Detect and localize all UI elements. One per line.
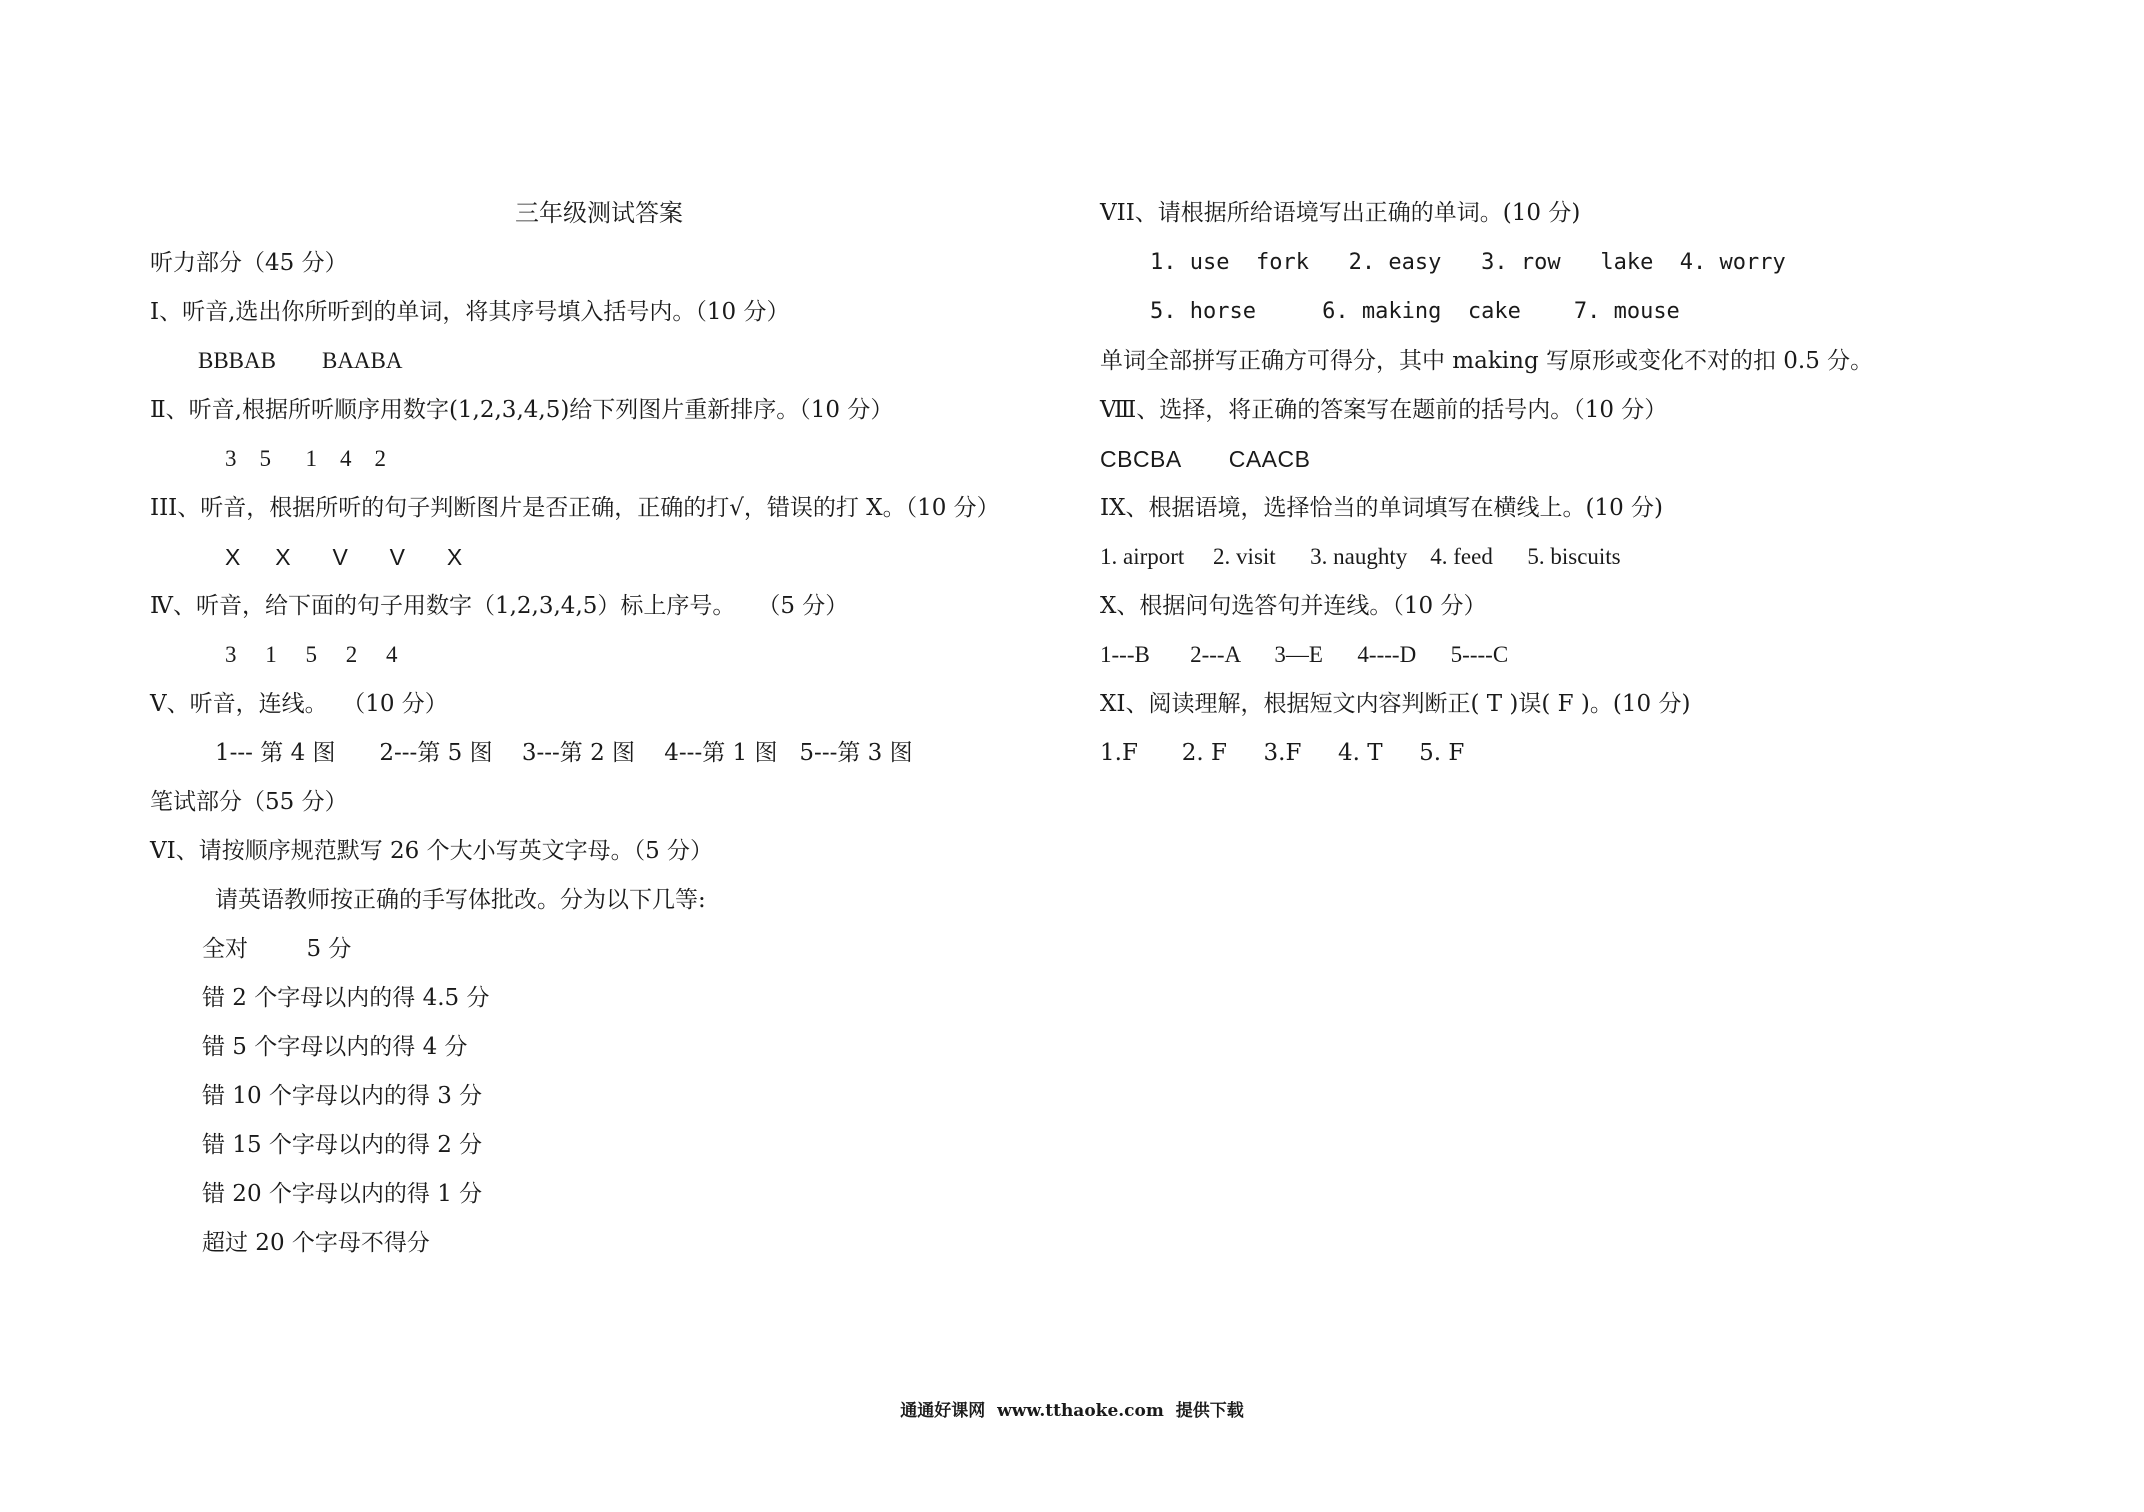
writing-header: 笔试部分（55 分） (150, 789, 348, 815)
section-7-answers-1: 1. use fork 2. easy 3. row lake 4. worry (1150, 250, 1786, 275)
section-10-answers: 1---B 2---A 3—E 4----D 5----C (1100, 642, 1509, 667)
section-10-title: Ⅹ、根据问句选答句并连线。（10 分） (1100, 593, 1487, 619)
grade-item: 错 5 个字母以内的得 4 分 (202, 1034, 468, 1060)
footer-source: 通通好课网 www.tthaoke.com 提供下载 (900, 1401, 1244, 1421)
section-11-title: XI、阅读理解，根据短文内容判断正( T )误( F )。(10 分) (1100, 691, 1691, 717)
grade-item: 错 10 个字母以内的得 3 分 (202, 1083, 483, 1109)
section-8-title: Ⅷ、选择，将正确的答案写在题前的括号内。（10 分） (1100, 397, 1668, 423)
section-7-title: VII、请根据所给语境写出正确的单词。(10 分) (1100, 200, 1581, 226)
section-1-answers: BBBAB BAABA (198, 348, 403, 373)
section-5-title: Ⅴ、听音，连线。 （10 分） (150, 691, 448, 717)
section-5-answers: 1--- 第 4 图 2---第 5 图 3---第 2 图 4---第 1 图 5---第 3 图 (215, 740, 913, 766)
grade-item: 超过 20 个字母不得分 (202, 1230, 430, 1256)
section-2-title: Ⅱ、听音,根据所听顺序用数字(1,2,3,4,5)给下列图片重新排序。（10 分） (150, 397, 894, 423)
grade-item: 错 20 个字母以内的得 1 分 (202, 1181, 483, 1207)
section-4-title: Ⅳ、听音，给下面的句子用数字（1,2,3,4,5）标上序号。 （5 分） (150, 593, 849, 619)
section-11-answers: 1.F 2. F 3.F 4. T 5. F (1100, 740, 1465, 766)
section-1-title: Ⅰ、听音,选出你所听到的单词，将其序号填入括号内。（10 分） (150, 299, 790, 325)
section-4-answers: 3 1 5 2 4 (225, 642, 398, 667)
page-title: 三年级测试答案 (515, 199, 683, 227)
section-3-title: III、听音，根据所听的句子判断图片是否正确，正确的打√，错误的打 X。（10 分） (150, 495, 1000, 521)
section-9-title: IX、根据语境，选择恰当的单词填写在横线上。(10 分) (1100, 495, 1663, 521)
section-7-answers-2: 5. horse 6. making cake 7. mouse (1150, 299, 1680, 324)
section-7-note: 单词全部拼写正确方可得分，其中 making 写原形或变化不对的扣 0.5 分。 (1100, 348, 1874, 374)
section-3-answers: X X V V X (225, 544, 463, 570)
grade-item: 错 2 个字母以内的得 4.5 分 (202, 985, 490, 1011)
section-9-answers: 1. airport 2. visit 3. naughty 4. feed 5. biscuits (1100, 544, 1621, 569)
section-8-answers: CBCBA CAACB (1100, 446, 1311, 472)
section-2-answers: 3 5 1 4 2 (225, 446, 386, 471)
section-6-note: 请英语教师按正确的手写体批改。分为以下几等: (215, 887, 706, 913)
section-6-title: VI、请按顺序规范默写 26 个大小写英文字母。（5 分） (150, 838, 714, 864)
grade-item: 全对 5 分 (202, 936, 352, 962)
grade-item: 错 15 个字母以内的得 2 分 (202, 1132, 483, 1158)
listening-header: 听力部分（45 分） (150, 250, 348, 276)
